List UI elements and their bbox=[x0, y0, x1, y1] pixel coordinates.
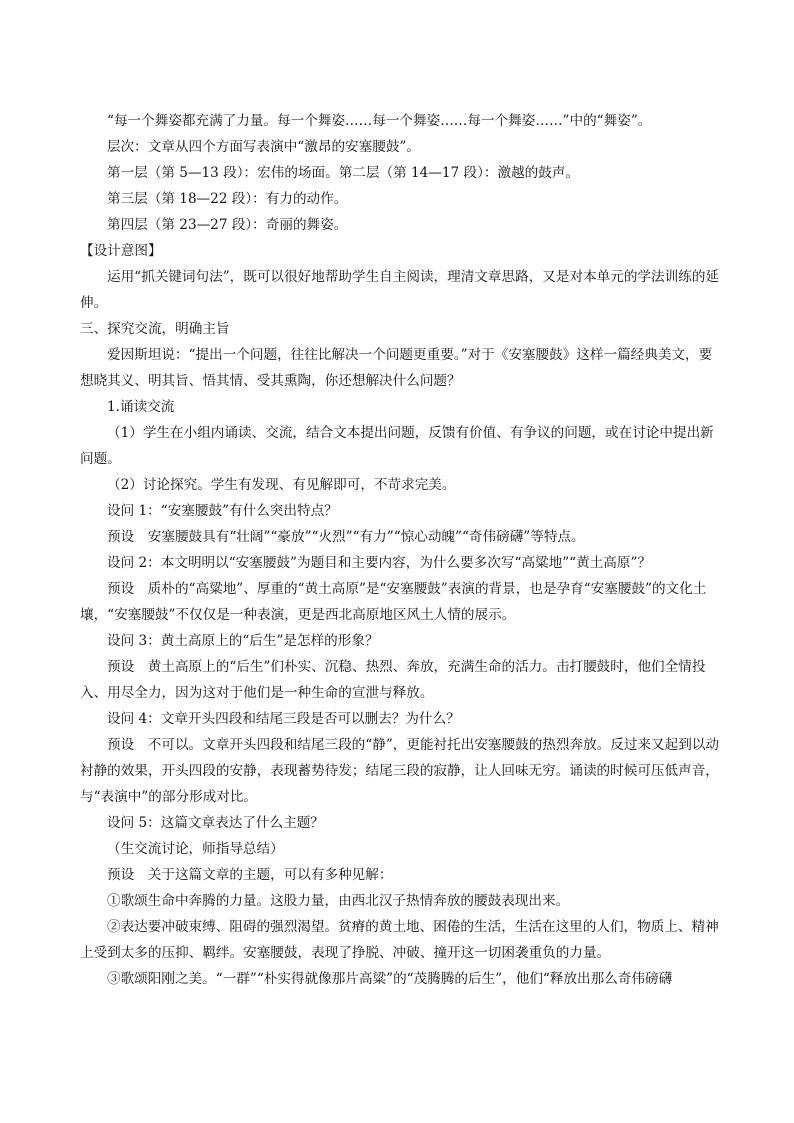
answer-1: 预设 安塞腰鼓具有“壮阔”“豪放”“火烈”“有力”“惊心动魄”“奇伟磅礴”等特点。 bbox=[107, 529, 585, 545]
question-1: 设问 1：“安塞腰鼓”有什么突出特点？ bbox=[107, 503, 338, 519]
question-4: 设问 4：文章开头四段和结尾三段是否可以删去？为什么？ bbox=[107, 711, 460, 727]
paragraph-einstein-quote: 爱因斯坦说：“提出一个问题，往往比解决一个问题更重要。”对于《安塞腰鼓》这样一篇经典美文，要想晓其义、明其旨、悟其情、受其熏陶，你还想解决什么问题？ bbox=[80, 347, 713, 389]
document-page bbox=[80, 108, 720, 992]
paragraph-levels-1-2: 第一层（第 5—13 段）：宏伟的场面。第二层（第 14—17 段）：激越的鼓声。 bbox=[107, 165, 580, 181]
discussion-note: （生交流讨论，师指导总结） bbox=[107, 841, 284, 857]
paragraph-dance-quote: “每一个舞姿都充满了力量。每一个舞姿……每一个舞姿……每一个舞姿……”中的“舞姿”。 bbox=[107, 113, 652, 129]
answer-5-intro: 预设 关于这篇文章的主题，可以有多种见解： bbox=[107, 867, 393, 883]
theme-3: ③歌颂阳刚之美。“一群”“朴实得就像那片高粱”的“茂腾腾的后生”，他们“释放出那么奇伟磅礴 bbox=[107, 971, 673, 987]
paragraph-level-3: 第三层（第 18—22 段）：有力的动作。 bbox=[107, 191, 348, 207]
theme-2: ②表达要冲破束缚、阻碍的强烈渴望。贫瘠的黄土地、困倦的生活，生活在这里的人们，物质上、精神上受到太多的压抑、羁绊。安塞腰鼓，表现了挣脱、冲破、撞开这一切困袭重负的力量。 bbox=[80, 919, 719, 961]
subheading-reading-exchange: 1.诵读交流 bbox=[107, 399, 175, 415]
answer-3: 预设 黄土高原上的“后生”们朴实、沉稳、热烈、奔放，充满生命的活力。击打腰鼓时，他们全情投入、用尽全力，因为这对于他们是一种生命的宣泄与释放。 bbox=[80, 659, 706, 701]
theme-1: ①歌颂生命中奔腾的力量。这股力量，由西北汉子热情奔放的腰鼓表现出来。 bbox=[107, 893, 570, 909]
answer-2: 预设 质朴的“高粱地”、厚重的“黄土高原”是“安塞腰鼓”表演的背景，也是孕育“安塞腰鼓”的文化土壤，“安塞腰鼓”不仅仅是一种表演，更是西北高原地区风土人情的展示。 bbox=[80, 581, 707, 623]
section-heading-design-intent: 【设计意图】 bbox=[80, 243, 162, 259]
paragraph-step-2: （2）讨论探究。学生有发现、有见解即可，不苛求完美。 bbox=[107, 477, 456, 493]
question-3: 设问 3：黄土高原上的“后生”是怎样的形象？ bbox=[107, 633, 379, 649]
question-5: 设问 5：这篇文章表达了什么主题？ bbox=[107, 815, 324, 831]
paragraph-step-1: （1）学生在小组内诵读、交流，结合文本提出问题，反馈有价值、有争议的问题，或在讨论中提出新问题。 bbox=[80, 425, 714, 467]
paragraph-design-intent: 运用“抓关键词句法”，既可以很好地帮助学生自主阅读，理清文章思路，又是对本单元的学法训练的延伸。 bbox=[80, 269, 720, 311]
answer-4: 预设 不可以。文章开头四段和结尾三段的“静”，更能衬托出安塞腰鼓的热烈奔放。反过来又起到以动衬静的效果，开头四段的安静，表现蓄势待发；结尾三段的寂静，让人回味无穷。诵读的时候可压低声音，与“表演中”的部分形成对比。 bbox=[80, 737, 720, 805]
question-2: 设问 2：本文明明以“安塞腰鼓”为题目和主要内容，为什么要多次写“高粱地”“黄土高原”？ bbox=[107, 555, 652, 571]
section-heading-explore: 三、探究交流，明确主旨 bbox=[80, 321, 230, 337]
paragraph-level-4: 第四层（第 23—27 段）：奇丽的舞姿。 bbox=[107, 217, 348, 233]
paragraph-levels-intro: 层次：文章从四个方面写表演中“激昂的安塞腰鼓”。 bbox=[107, 139, 420, 155]
